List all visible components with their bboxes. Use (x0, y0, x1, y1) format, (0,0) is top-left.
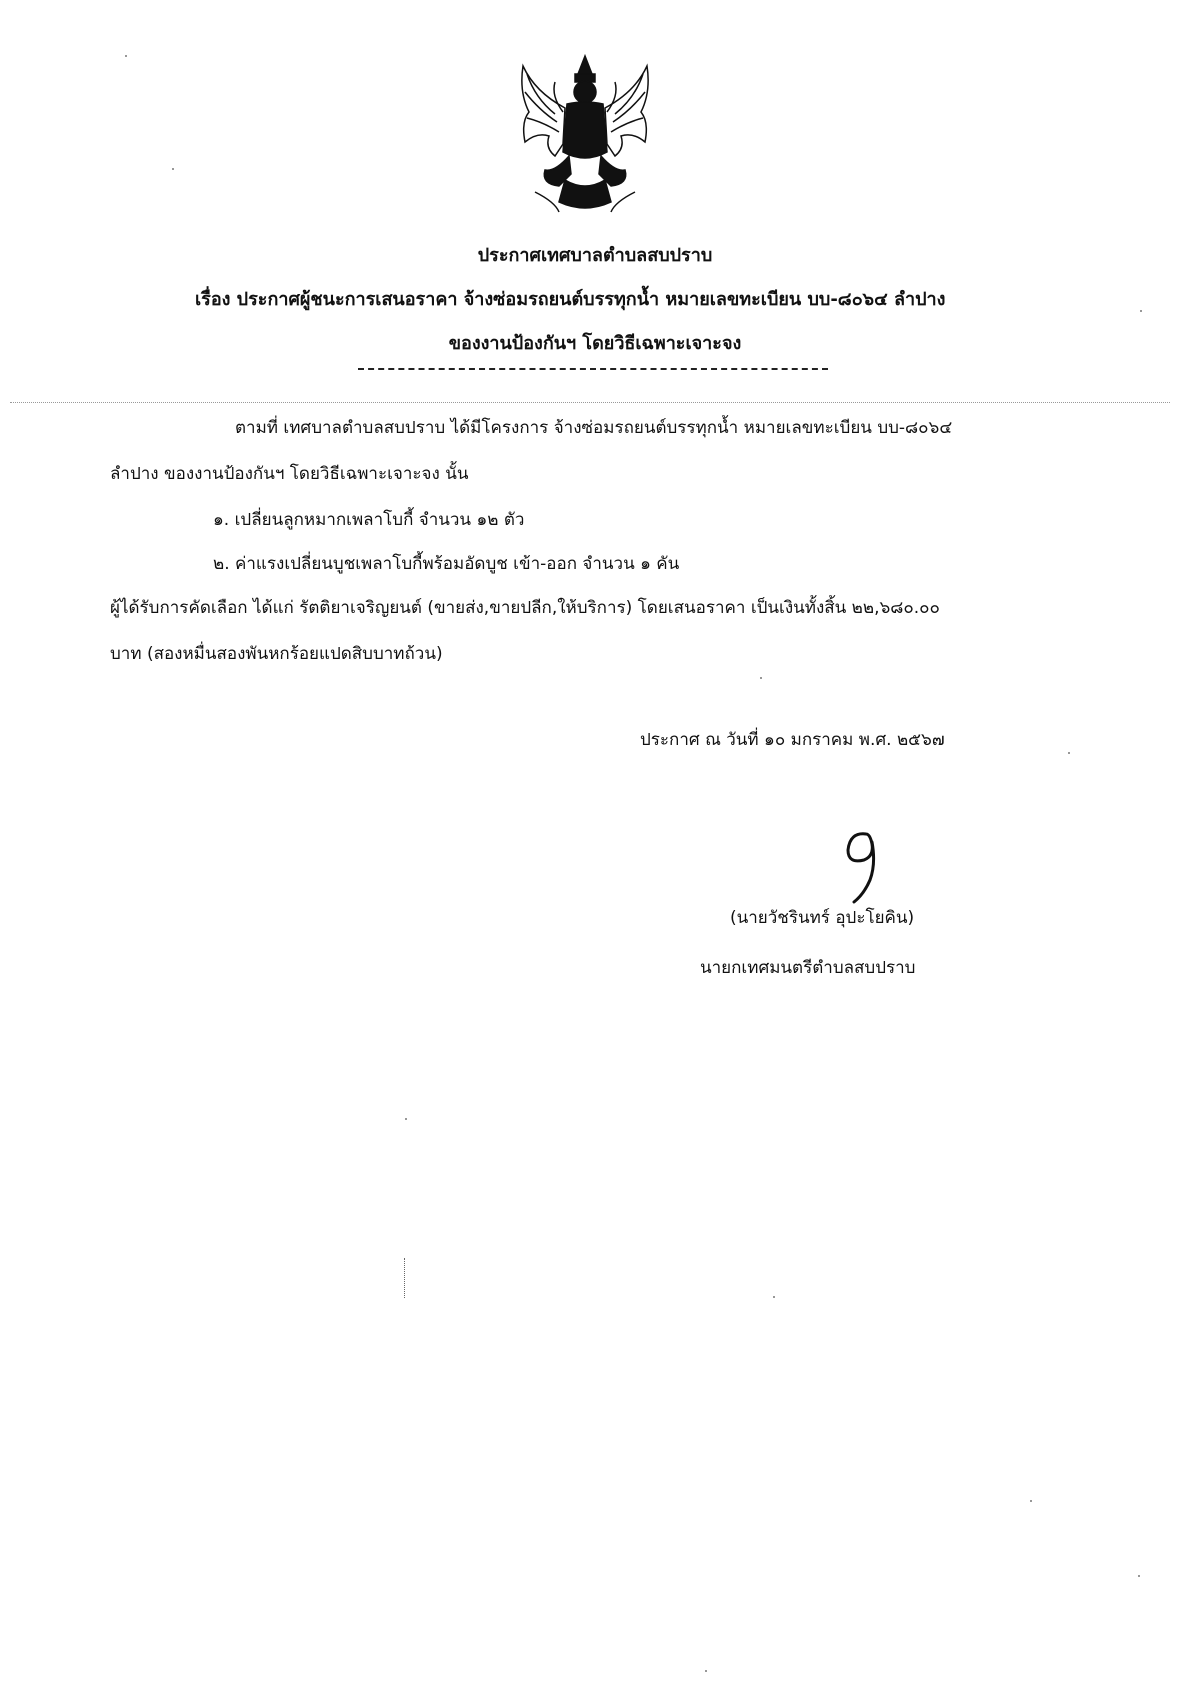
scan-speck (1140, 310, 1142, 312)
announcement-subject-continued: ของงานป้องกันฯ โดยวิธีเฉพาะเจาะจง (448, 333, 742, 354)
scan-speck (1030, 1500, 1032, 1502)
winner-line-1: ผู้ได้รับการคัดเลือก ได้แก่ รัตติยาเจริญยนต์ (ขายส่ง,ขายปลีก,ให้บริการ) โดยเสนอราคา เป็นเงินทั้งสิ้น ๒๒,๖๘๐.๐๐ (110, 598, 940, 618)
list-item: ๑. เปลี่ยนลูกหมากเพลาโบกี้ จำนวน ๑๒ ตัว (213, 510, 525, 530)
list-item: ๒. ค่าแรงเปลี่ยนบูชเพลาโบกี้พร้อมอัดบูช เข้า-ออก จำนวน ๑ คัน (213, 554, 680, 574)
announcement-heading: ประกาศเทศบาลตำบลสบปราบ (477, 245, 713, 266)
scan-speck (705, 1670, 707, 1672)
scan-rule (10, 402, 1170, 403)
paragraph-intro-line-2: ลำปาง ของงานป้องกันฯ โดยวิธีเฉพาะเจาะจง นั้น (110, 464, 469, 484)
scan-speck (1138, 1575, 1140, 1577)
scan-artifact (404, 1258, 405, 1298)
signer-name: (นายวัชรินทร์ อุปะโยคิน) (730, 908, 915, 928)
scan-speck (773, 1296, 775, 1298)
signer-title: นายกเทศมนตรีตำบลสบปราบ (700, 958, 916, 978)
garuda-emblem-icon (515, 52, 655, 220)
paragraph-intro-line-1: ตามที่ เทศบาลตำบลสบปราบ ได้มีโครงการ จ้างซ่อมรถยนต์บรรทุกน้ำ หมายเลขทะเบียน บบ-๘๐๖๔ (235, 418, 953, 438)
scan-speck (1068, 752, 1070, 754)
handwritten-signature-icon (820, 820, 900, 920)
announcement-date: ประกาศ ณ วันที่ ๑๐ มกราคม พ.ศ. ๒๕๖๗ (640, 730, 945, 750)
scan-speck (172, 168, 174, 170)
header-divider (358, 368, 828, 370)
scan-speck (125, 55, 127, 57)
scan-speck (405, 1118, 407, 1120)
announcement-subject: เรื่อง ประกาศผู้ชนะการเสนอราคา จ้างซ่อมรถยนต์บรรทุกน้ำ หมายเลขทะเบียน บบ-๘๐๖๔ ลำปาง (195, 289, 946, 310)
winner-line-2: บาท (สองหมื่นสองพันหกร้อยแปดสิบบาทถ้วน) (110, 644, 443, 664)
scan-speck (760, 677, 762, 679)
